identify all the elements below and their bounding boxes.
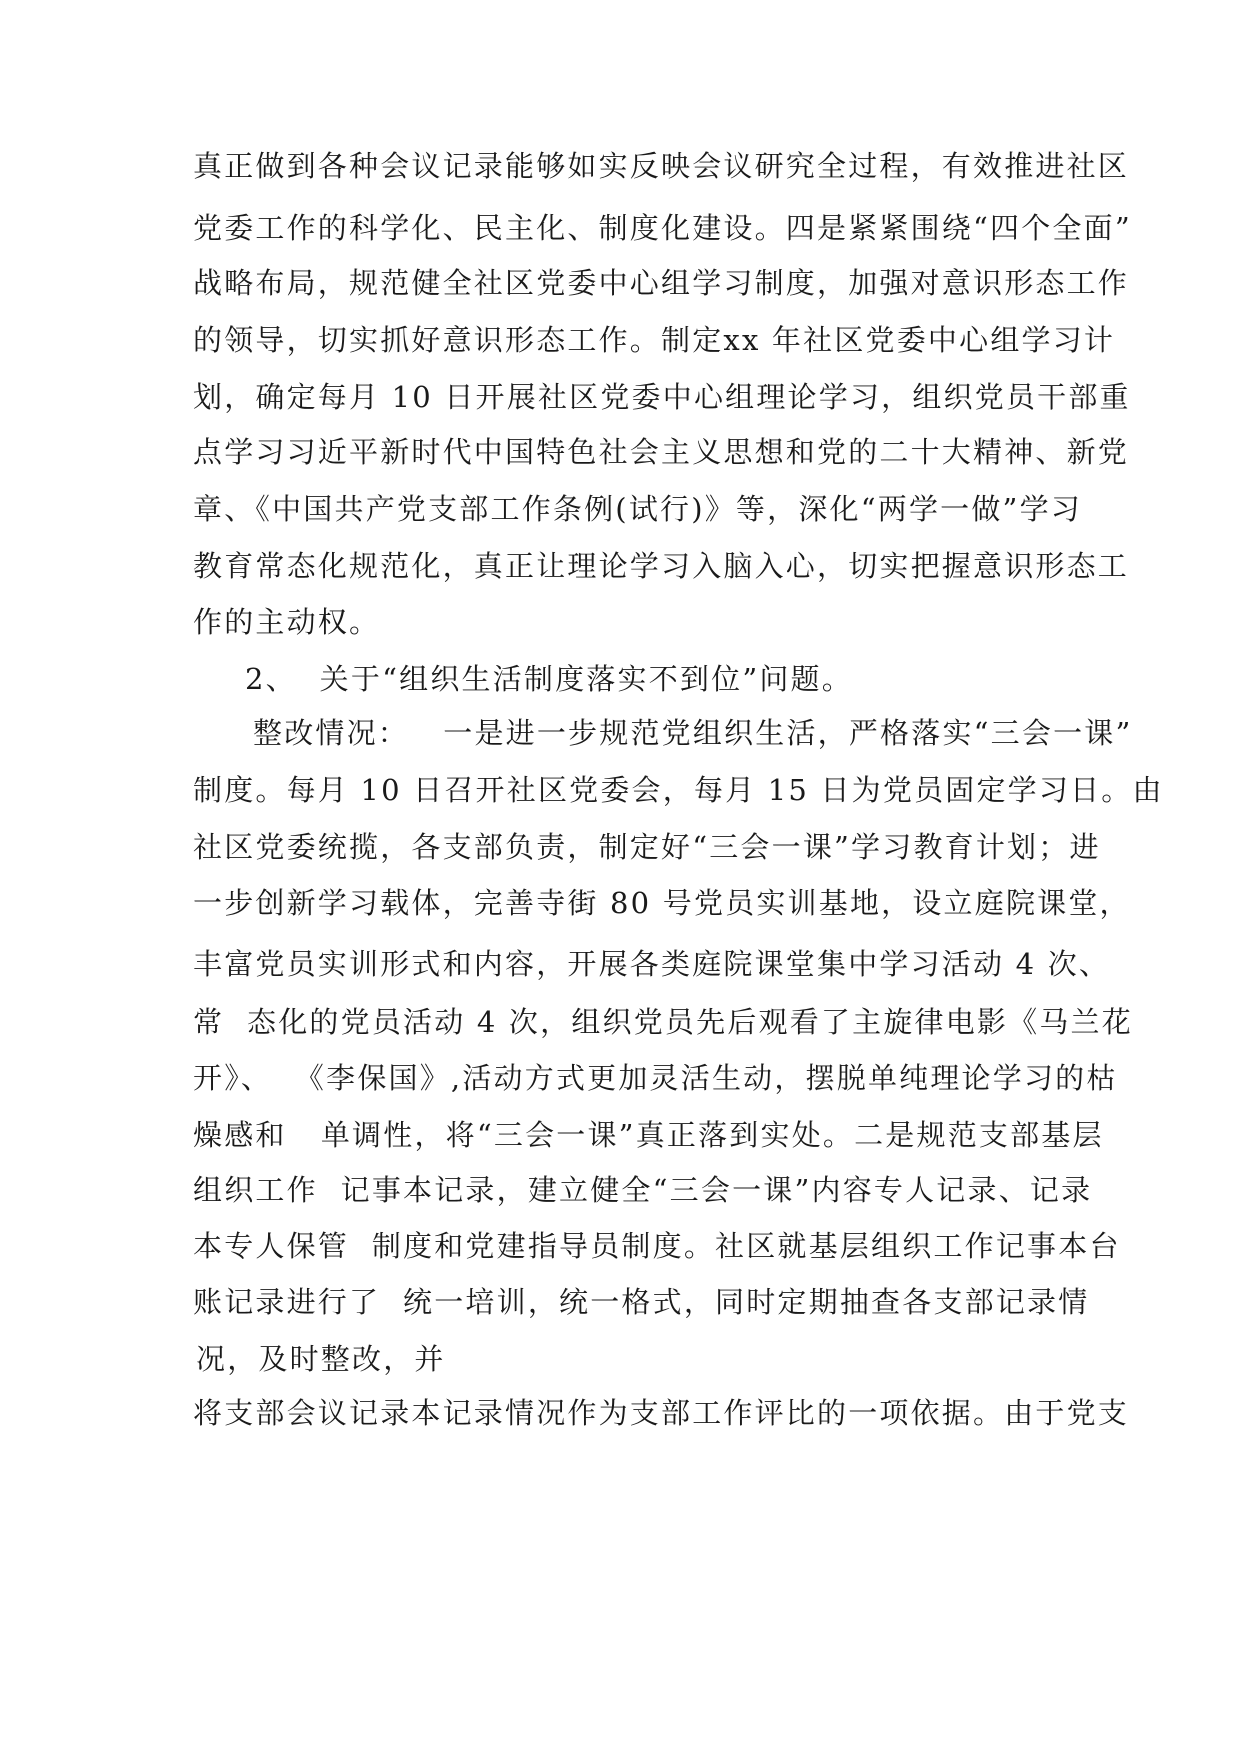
text-line: 整改情况： 一是进一步规范党组织生活，严格落实“三会一课” <box>253 716 1133 750</box>
text-line: 常 态化的党员活动 4 次，组织党员先后观看了主旋律电影《马兰花 <box>193 1005 1133 1039</box>
text-line: 教育常态化规范化，真正让理论学习入脑入心，切实把握意识形态工 <box>193 549 1130 583</box>
text-line: 真正做到各种会议记录能够如实反映会议研究全过程，有效推进社区 <box>193 149 1130 183</box>
text-line: 组织工作 记事本记录，建立健全“三会一课”内容专人记录、记录 <box>193 1173 1093 1207</box>
text-line: 点学习习近平新时代中国特色社会主义思想和党的二十大精神、新党 <box>193 435 1130 469</box>
text-line: 一步创新学习载体，完善寺街 80 号党员实训基地，设立庭院课堂， <box>193 886 1131 920</box>
text-line: 燥感和 单调性，将“三会一课”真正落到实处。二是规范支部基层 <box>193 1118 1104 1152</box>
text-line: 制度。每月 10 日召开社区党委会，每月 15 日为党员固定学习日。由 <box>193 773 1164 807</box>
text-line: 开》、 《李保国》,活动方式更加灵活生动，摆脱单纯理论学习的枯 <box>193 1061 1118 1095</box>
text-line: 账记录进行了 统一培训，统一格式，同时定期抽查各支部记录情 <box>193 1285 1090 1319</box>
text-line: 况，及时整改，并 <box>196 1342 446 1376</box>
text-line: 将支部会议记录本记录情况作为支部工作评比的一项依据。由于党支 <box>193 1396 1130 1430</box>
text-line: 丰富党员实训形式和内容，开展各类庭院课堂集中学习活动 4 次、 <box>193 947 1111 981</box>
text-line: 党委工作的科学化、民主化、制度化建设。四是紧紧围绕“四个全面” <box>193 211 1132 245</box>
text-line: 作的主动权。 <box>193 605 381 639</box>
section-heading: 2、 关于“组织生活制度落实不到位”问题。 <box>245 662 853 696</box>
text-line: 的领导，切实抓好意识形态工作。制定xx 年社区党委中心组学习计 <box>193 323 1116 357</box>
text-line: 战略布局，规范健全社区党委中心组学习制度，加强对意识形态工作 <box>193 266 1130 300</box>
text-line: 章、《中国共产党支部工作条例(试行)》等，深化“两学一做”学习 <box>193 492 1082 526</box>
text-line: 划，确定每月 10 日开展社区党委中心组理论学习，组织党员干部重 <box>193 380 1131 414</box>
text-line: 社区党委统揽，各支部负责，制定好“三会一课”学习教育计划；进 <box>193 830 1101 864</box>
text-line: 本专人保管 制度和党建指导员制度。社区就基层组织工作记事本台 <box>193 1229 1121 1263</box>
